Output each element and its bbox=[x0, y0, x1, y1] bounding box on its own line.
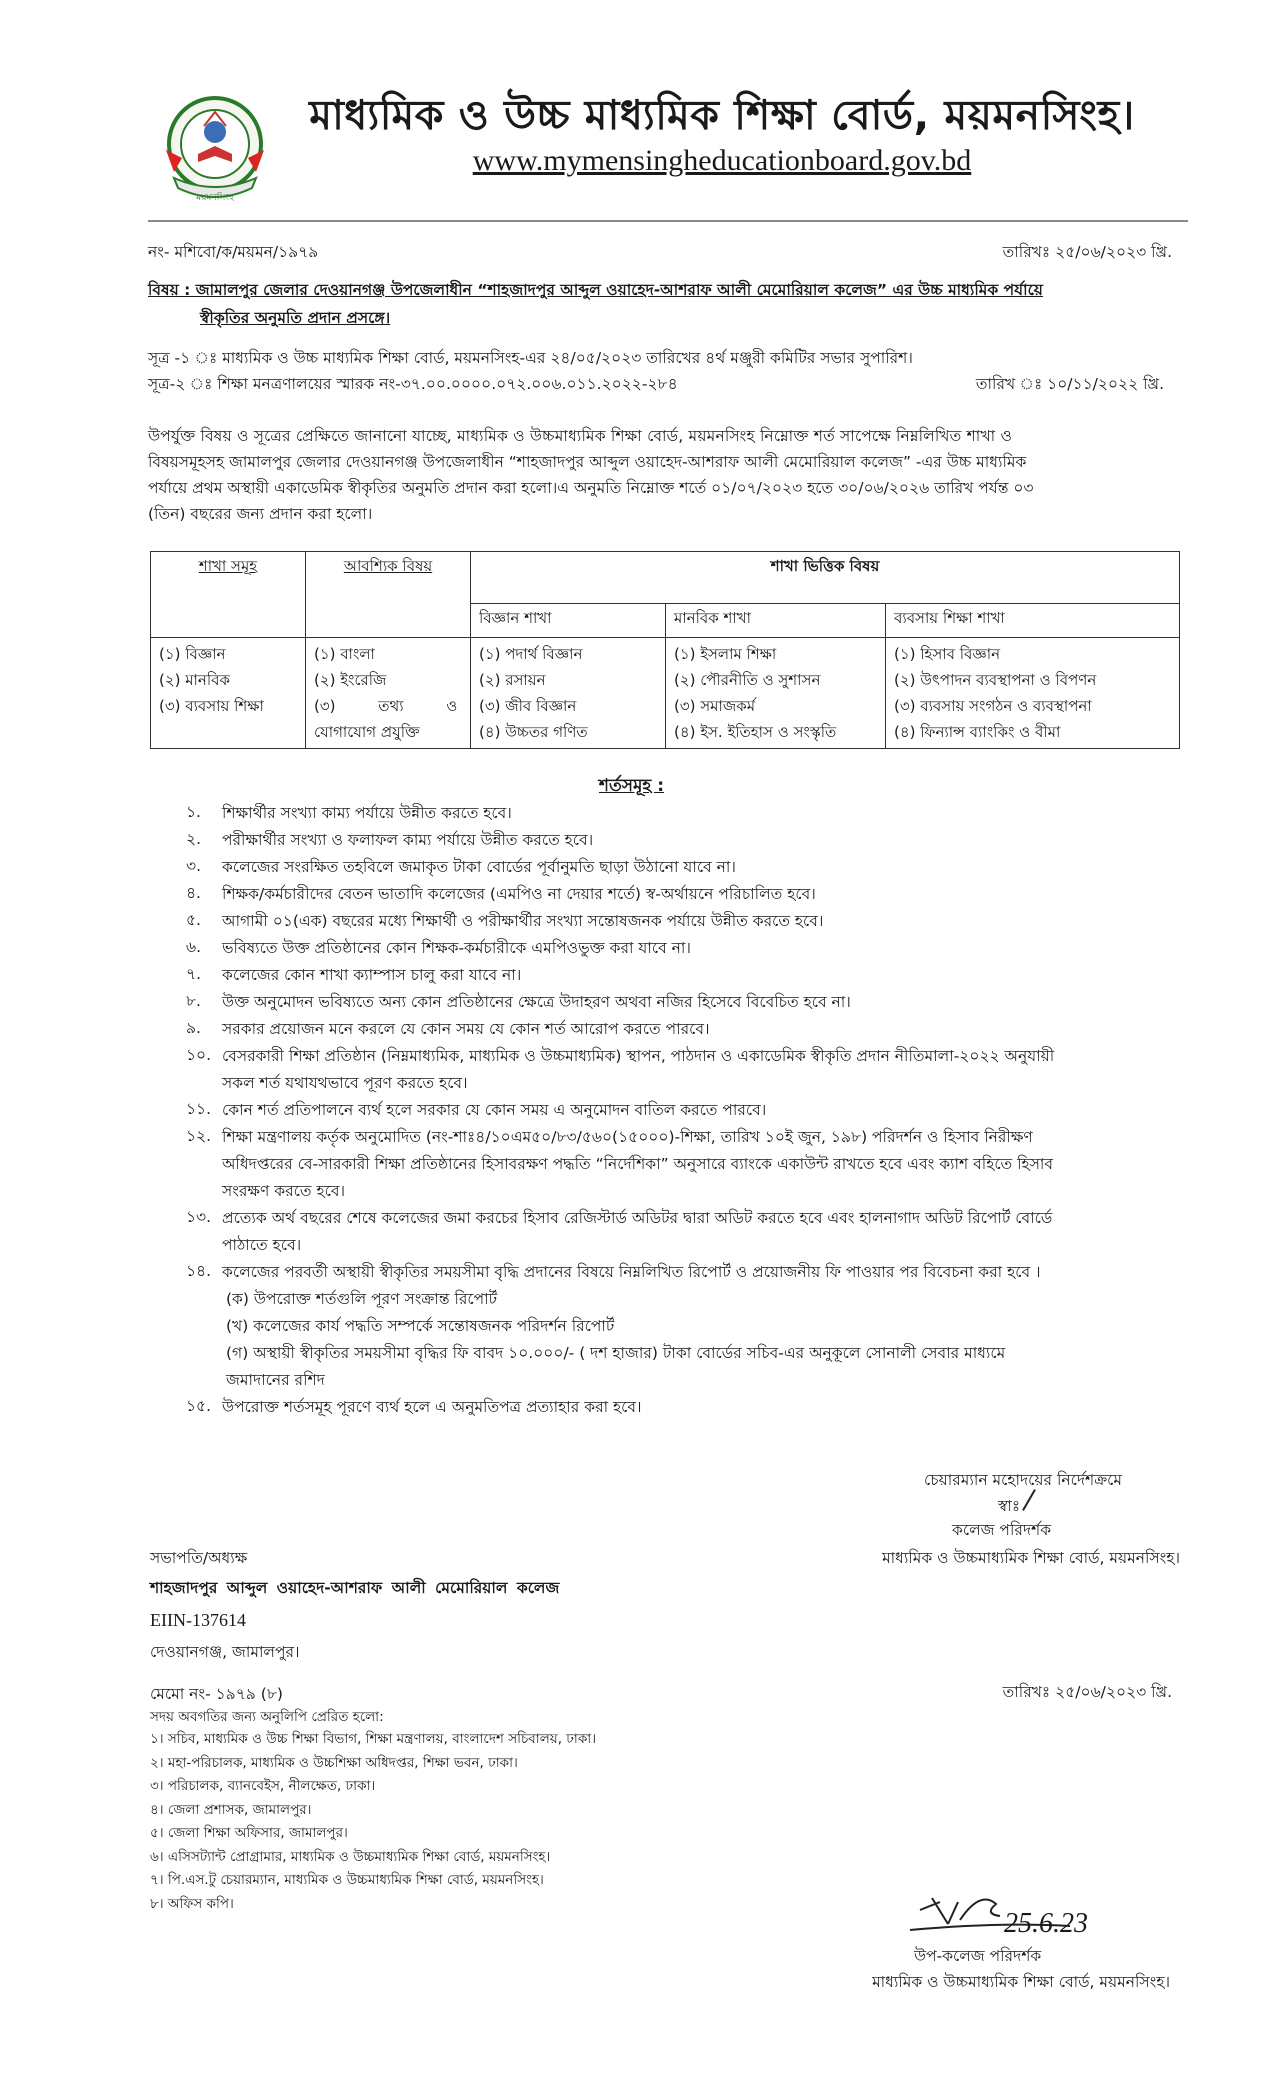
condition-number: ৭. bbox=[186, 965, 202, 983]
condition-text: কলেজের সংরক্ষিত তহবিলে জমাকৃত টাকা বোর্ডের পূর্বানুমতি ছাড়া উঠানো যাবে না। bbox=[222, 858, 736, 876]
condition-text: উক্ত অনুমোদন ভবিষ্যতে অন্য কোন প্রতিষ্ঠানের ক্ষেত্রে উদাহরণ অথবা নজির হিসেবে বিবেচিত হবে না। bbox=[222, 993, 851, 1011]
recipient-address: দেওয়ানগঞ্জ, জামালপুর। bbox=[150, 1643, 300, 1661]
header-divider bbox=[148, 220, 1188, 222]
compulsory-item: (৩) তথ্য ও bbox=[314, 697, 458, 715]
header-business: ব্যবসায় শিক্ষা শাখা bbox=[886, 604, 1180, 638]
condition-text: (খ) কলেজের কার্য পদ্ধতি সম্পর্কে সন্তোষজনক পরিদর্শন রিপোর্ট bbox=[226, 1317, 615, 1335]
humanities-item: (৪) ইস. ইতিহাস ও সংস্কৃতি bbox=[674, 723, 837, 741]
compulsory-cell bbox=[306, 638, 471, 749]
business-item: (৪) ফিন্যান্স ব্যাংকিং ও বীমা bbox=[894, 723, 1061, 741]
condition-text: সকল শর্ত যথাযথভাবে পূরণ করতে হবে। bbox=[222, 1074, 468, 1092]
signature2-title: উপ-কলেজ পরিদর্শক bbox=[914, 1947, 1042, 1965]
compulsory-item: (২) ইংরেজি bbox=[314, 671, 387, 689]
reference-1: সূত্র -১ ঃ মাধ্যমিক ও উচ্চ মাধ্যমিক শিক্ষা বোর্ড, ময়মনসিংহ-এর ২৪/০৫/২০২৩ তারিখের ৪র্থ মঞ্জুরী কমিটির সভার সুপারিশ। bbox=[148, 349, 913, 367]
humanities-cell bbox=[666, 638, 886, 749]
condition-text: আগামী ০১(এক) বছরের মধ্যে শিক্ষার্থী ও পরীক্ষার্থীর সংখ্যা সন্তোষজনক পর্যায়ে উন্নীত করতে হবে। bbox=[222, 912, 824, 930]
condition-number: ১০. bbox=[186, 1046, 212, 1064]
condition-text: পাঠাতে হবে। bbox=[222, 1236, 302, 1254]
signature-title: কলেজ পরিদর্শক bbox=[952, 1521, 1052, 1539]
signature2-board: মাধ্যমিক ও উচ্চমাধ্যমিক শিক্ষা বোর্ড, ময়মনসিংহ। bbox=[872, 1973, 1170, 1991]
condition-text: শিক্ষার্থীর সংখ্যা কাম্য পর্যায়ে উন্নীত করতে হবে। bbox=[222, 804, 512, 822]
conditions-title: শর্তসমূহ : bbox=[598, 776, 665, 796]
condition-text: জমাদানের রশিদ bbox=[226, 1371, 325, 1389]
humanities-item: (১) ইসলাম শিক্ষা bbox=[674, 645, 777, 663]
condition-number: ৬. bbox=[186, 938, 202, 956]
condition-text: বেসরকারী শিক্ষা প্রতিষ্ঠান (নিম্নমাধ্যমিক, মাধ্যমিক ও উচ্চমাধ্যমিক) স্থাপন, পাঠদান ও একাডেমিক স্বীকৃতি প্রদান নীতিমালা-২০২২ অনুযায়ী bbox=[222, 1047, 1055, 1065]
reference-2: সূত্র-২ ঃ শিক্ষা মনত্রণালয়ের স্মারক নং-৩৭.০০.০০০০.০৭২.০০৬.০১১.২০২২-২৮৪ bbox=[148, 375, 678, 393]
condition-text: (গ) অস্থায়ী স্বীকৃতির সময়সীমা বৃদ্ধির ফি বাবদ ১০.০০০/- ( দশ হাজার) টাকা বোর্ডের সচিব-এর অনুকূলে সোনালী সেবার মাধ্যমে bbox=[226, 1344, 1006, 1362]
copy-recipient: ২। মহা-পরিচালক, মাধ্যমিক ও উচ্চশিক্ষা অধিদপ্তর, শিক্ষা ভবন, ঢাকা। bbox=[150, 1754, 518, 1771]
business-cell bbox=[886, 638, 1180, 749]
branch-subject-table bbox=[150, 551, 1180, 749]
branches-cell bbox=[151, 638, 306, 749]
header-branch-subjects: শাখা ভিত্তিক বিষয় bbox=[471, 552, 1180, 604]
handwritten-date: 25.6.23 bbox=[1004, 1908, 1088, 1939]
body-line-3: পর্যায়ে প্রথম অস্থায়ী একাডেমিক স্বীকৃতির অনুমতি প্রদান করা হলো।এ অনুমতি নিম্নোক্ত শর্তে ০১/০৭/২০২৩ হতে ৩০/০৬/২০২৬ তারিখ পর্যন্ত ০৩ bbox=[148, 479, 1034, 497]
condition-number: ১৩. bbox=[186, 1208, 212, 1226]
signature-abbrev: স্বাঃ bbox=[998, 1497, 1021, 1515]
humanities-item: (৩) সমাজকর্ম bbox=[674, 697, 756, 715]
condition-number: ৪. bbox=[186, 884, 201, 902]
compulsory-item: (১) বাংলা bbox=[314, 645, 375, 663]
body-line-2: বিষয়সমূহসহ জামালপুর জেলার দেওয়ানগঞ্জ উপজেলাধীন “শাহজাদপুর আব্দুল ওয়াহেদ-আশরাফ আলী মেমোরিয়াল কলেজ” -এর উচ্চ মাধ্যমিক bbox=[148, 453, 1027, 471]
condition-number: ৯. bbox=[186, 1019, 201, 1037]
subject-line-1: বিষয় : জামালপুর জেলার দেওয়ানগঞ্জ উপজেলাধীন “শাহজাদপুর আব্দুল ওয়াহেদ-আশরাফ আলী মেমোরিয়াল কলেজ” এর উচ্চ মাধ্যমিক পর্যায়ে bbox=[148, 281, 1043, 299]
body-line-1: উপর্যুক্ত বিষয় ও সূত্রের প্রেক্ষিতে জানানো যাচ্ছে, মাধ্যমিক ও উচ্চমাধ্যমিক শিক্ষা বোর্ড, ময়মনসিংহ নিম্নোক্ত শর্ত সাপেক্ষে নিম্নলিখিত শাখা ও bbox=[148, 427, 1013, 445]
compulsory-item: যোগাযোগ প্রযুক্তি bbox=[314, 723, 420, 741]
memo-date: তারিখঃ ২৫/০৬/২০২৩ খ্রি. bbox=[1002, 243, 1172, 261]
science-item: (৪) উচ্চতর গণিত bbox=[479, 723, 588, 741]
condition-text: ভবিষ্যতে উক্ত প্রতিষ্ঠানের কোন শিক্ষক-কর্মচারীকে এমপিওভুক্ত করা যাবে না। bbox=[222, 939, 691, 957]
memo2-date: তারিখঃ ২৫/০৬/২০২৩ খ্রি. bbox=[1002, 1683, 1172, 1701]
science-item: (১) পদার্থ বিজ্ঞান bbox=[479, 645, 583, 663]
memo-number: নং- মশিবো/ক/ময়মন/১৯৭৯ bbox=[148, 243, 319, 261]
branch-item: (১) বিজ্ঞান bbox=[159, 645, 226, 663]
reference-2-date: তারিখ ঃ ১০/১১/২০২২ খ্রি. bbox=[975, 375, 1164, 393]
header-humanities: মানবিক শাখা bbox=[666, 604, 886, 638]
condition-text: অধিদপ্তরের বে-সারকারী শিক্ষা প্রতিষ্ঠানের হিসাবরক্ষণ পদ্ধতি “নির্দেশিকা” অনুসারে ব্যাংকে একাউন্ট রাখতে হবে এবং ক্যাশ বহিতে হিসাব bbox=[222, 1155, 1054, 1173]
copy-recipient: ৭। পি.এস.টু চেয়ারম্যান, মাধ্যমিক ও উচ্চমাধ্যমিক শিক্ষা বোর্ড, ময়মনসিংহ। bbox=[150, 1872, 544, 1888]
condition-text: প্রত্যেক অর্থ বছরের শেষে কলেজের জমা করচের হিসাব রেজিস্টার্ড অডিটর দ্বারা অডিট করতে হবে এবং হালনাগাদ অডিট রিপোর্ট বোর্ডে bbox=[222, 1209, 1053, 1227]
condition-text: কলেজের কোন শাখা ক্যাম্পাস চালু করা যাবে না। bbox=[222, 966, 522, 984]
business-item: (৩) ব্যবসায় সংগঠন ও ব্যবস্থাপনা bbox=[894, 697, 1092, 715]
condition-text: উপরোক্ত শর্তসমূহ পূরণে ব্যর্থ হলে এ অনুমতিপত্র প্রত্যাহার করা হবে। bbox=[222, 1398, 642, 1416]
copy-recipient: ৬। এসিসট্যান্ট প্রোগ্রামার, মাধ্যমিক ও উচ্চমাধ্যমিক শিক্ষা বোর্ড, ময়মনসিংহ। bbox=[150, 1848, 551, 1865]
header-compulsory: আবশ্যিক বিষয় bbox=[306, 552, 471, 638]
condition-text: কোন শর্ত প্রতিপালনে ব্যর্থ হলে সরকার যে কোন সময় এ অনুমোদন বাতিল করতে পারবে। bbox=[222, 1101, 767, 1119]
condition-text: (ক) উপরোক্ত শর্তগুলি পূরণ সংক্রান্ত রিপোর্ট bbox=[226, 1290, 498, 1308]
copy-recipient: ৫। জেলা শিক্ষা অফিসার, জামালপুর। bbox=[150, 1825, 348, 1841]
signature-board: মাধ্যমিক ও উচ্চমাধ্যমিক শিক্ষা বোর্ড, ময়মনসিংহ। bbox=[882, 1549, 1180, 1567]
condition-number: ১২. bbox=[186, 1127, 212, 1145]
condition-number: ১১. bbox=[186, 1100, 212, 1118]
recipient-eiin: EIIN-137614 bbox=[150, 1610, 246, 1630]
branch-item: (৩) ব্যবসায় শিক্ষা bbox=[159, 697, 264, 715]
signature-directive: চেয়ারম্যান মহোদয়ের নির্দেশক্রমে bbox=[923, 1471, 1122, 1489]
condition-text: সংরক্ষণ করতে হবে। bbox=[222, 1182, 345, 1200]
board-website-link[interactable]: www.mymensingheducationboard.gov.bd bbox=[472, 144, 972, 177]
condition-text: শিক্ষক/কর্মচারীদের বেতন ভাতাদি কলেজের (এমপিও না দেয়ার শর্তে) স্ব-অর্থায়নে পরিচালিত হবে। bbox=[222, 885, 816, 903]
condition-number: ৫. bbox=[186, 911, 201, 929]
condition-number: ১৪. bbox=[186, 1262, 212, 1280]
board-title: মাধ্যমিক ও উচ্চ মাধ্যমিক শিক্ষা বোর্ড, ময়মনসিংহ। bbox=[309, 91, 1135, 139]
science-item: (৩) জীব বিজ্ঞান bbox=[479, 697, 577, 715]
condition-number: ১. bbox=[186, 803, 201, 821]
condition-text: সরকার প্রয়োজন মনে করলে যে কোন সময় যে কোন শর্ত আরোপ করতে পারবে। bbox=[222, 1020, 710, 1038]
humanities-item: (২) পৌরনীতি ও সুশাসন bbox=[674, 671, 821, 689]
condition-number: ১৫. bbox=[186, 1397, 212, 1415]
condition-number: ২. bbox=[186, 830, 202, 848]
recipient-college: শাহজাদপুর আব্দুল ওয়াহেদ-আশরাফ আলী মেমোরিয়াল কলেজ bbox=[150, 1579, 560, 1597]
header-science: বিজ্ঞান শাখা bbox=[471, 604, 666, 638]
condition-number: ৩. bbox=[186, 857, 202, 875]
science-cell bbox=[471, 638, 666, 749]
condition-text: শিক্ষা মন্ত্রণালয় কর্তৃক অনুমোদিত (নং-শাঃ৪/১০এম৫০/৮৩/৫৬০(১৫০০০)-শিক্ষা, তারিখ ১০ই জুন, ১৯৮) পরিদর্শন ও হিসাব নিরীক্ষণ bbox=[222, 1128, 1033, 1146]
business-item: (২) উৎপাদন ব্যবস্থাপনা ও বিপণন bbox=[894, 671, 1097, 689]
branch-item: (২) মানবিক bbox=[159, 671, 230, 689]
recipient-role: সভাপতি/অধ্যক্ষ bbox=[150, 1549, 248, 1567]
business-item: (১) হিসাব বিজ্ঞান bbox=[894, 645, 1001, 663]
copy-recipient: ৮। অফিস কপি। bbox=[150, 1895, 234, 1912]
condition-number: ৮. bbox=[186, 992, 201, 1010]
memo2-number: মেমো নং- ১৯৭৯ (৮) bbox=[150, 1685, 283, 1703]
body-line-4: (তিন) বছরের জন্য প্রদান করা হলো। bbox=[148, 505, 373, 523]
science-item: (২) রসায়ন bbox=[479, 671, 546, 689]
copy-recipient: ৩। পরিচালক, ব্যানবেইস, নীলক্ষেত, ঢাকা। bbox=[150, 1778, 376, 1794]
copy-recipient: ৪। জেলা প্রশাসক, জামালপুর। bbox=[150, 1801, 312, 1818]
logo-caption: ময়মনসিংহ bbox=[196, 193, 234, 203]
copy-recipient: ১। সচিব, মাধ্যমিক ও উচ্চ শিক্ষা বিভাগ, শিক্ষা মন্ত্রণালয়, বাংলাদেশ সচিবালয়, ঢাকা। bbox=[150, 1731, 597, 1747]
conditions-list bbox=[0, 800, 1263, 1420]
copies-list bbox=[150, 1728, 850, 1916]
subject-line-2: স্বীকৃতির অনুমতি প্রদান প্রসঙ্গে। bbox=[200, 309, 391, 327]
copies-intro: সদয় অবগতির জন্য অনুলিপি প্রেরিত হলো: bbox=[150, 1709, 384, 1725]
header-branches: শাখা সমূহ bbox=[151, 552, 306, 638]
condition-text: পরীক্ষার্থীর সংখ্যা ও ফলাফল কাম্য পর্যায়ে উন্নীত করতে হবে। bbox=[222, 831, 594, 849]
condition-text: কলেজের পরবর্তী অস্থায়ী স্বীকৃতির সময়সীমা বৃদ্ধি প্রদানের বিষয়ে নিম্নলিখিত রিপোর্ট ও প্রয়োজনীয় ফি পাওয়ার পর বিবেচনা করা হবে । bbox=[222, 1263, 1041, 1281]
